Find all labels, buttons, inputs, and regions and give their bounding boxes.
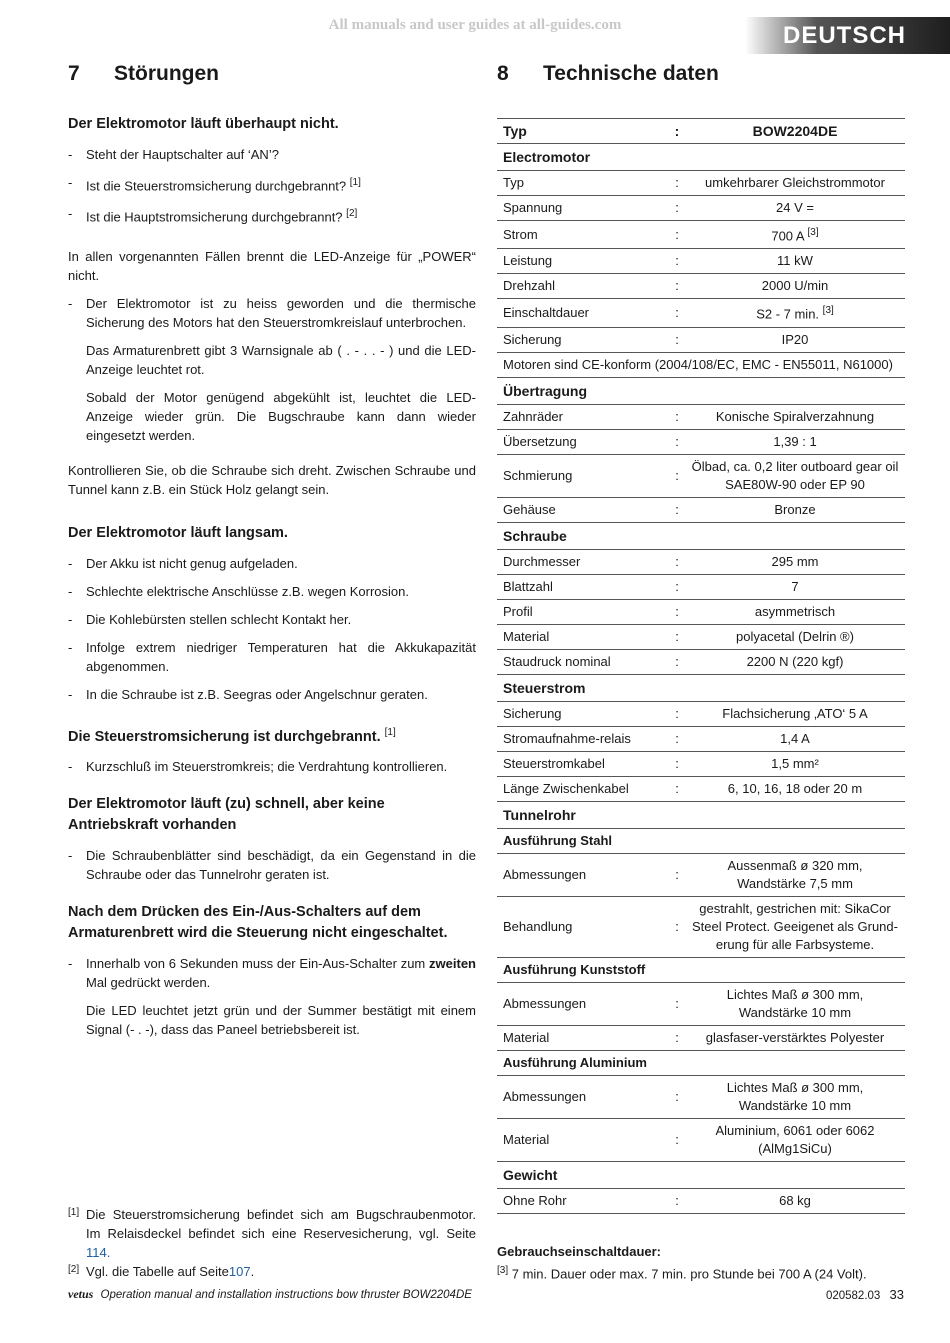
list-item: - Ist die Steuerstromsicherung durchgebrannt? [1] bbox=[68, 173, 476, 195]
footnote-ref: [1] bbox=[384, 726, 396, 738]
subsection-heading: Der Elektromotor läuft langsam. bbox=[68, 524, 288, 541]
table-group-heading: Tunnelrohr bbox=[497, 801, 905, 828]
table-row: Durchmesser : 295 mm bbox=[497, 549, 905, 574]
table-subgroup-heading: Ausführung Kunststoff bbox=[497, 957, 905, 982]
paragraph: Sobald der Motor genügend abgekühlt ist, leuchtet die LED-Anzeige wieder grün. Die Bugschraube kann dann wieder eingesetzt werden. bbox=[86, 389, 476, 443]
table-row: Ohne Rohr : 68 kg bbox=[497, 1188, 905, 1213]
list-item: - Der Elektromotor ist zu heiss geworden und die thermische Sicherung des Motors hat den Steuerstromkreislauf unterbrochen. Das Armaturenbrett gibt 3 Warnsignale ab ( . - . . - ) und die LED-Anzeige leuchtet rot. Sobald der Motor genügend abgekühlt ist, leuchtet die LED-Anzeige wieder grün. Die Bugschraube kann dann wieder eingesetzt werden. bbox=[68, 294, 476, 445]
table-row: Zahnräder : Konische Spiralverzahnung bbox=[497, 404, 905, 429]
list-item: - Infolge extrem niedriger Temperaturen hat die Akkukapazität abgenommen. bbox=[68, 638, 476, 676]
table-subgroup-heading: Ausführung Aluminium bbox=[497, 1050, 905, 1075]
usage-title: Gebrauchseinschaltdauer: bbox=[497, 1244, 661, 1259]
table-row: Abmessungen : Lichtes Maß ø 300 mm, Wandstärke 10 mm bbox=[497, 982, 905, 1025]
list-item: - Innerhalb von 6 Sekunden muss der Ein-Aus-Schalter zum zweiten Mal gedrückt werden. Die LED leuchtet jetzt grün und der Summer bestätigt mit einem Signal (- . -), dass das Paneel betriebsbereit ist. bbox=[68, 954, 476, 1039]
footnote-ref: [1] bbox=[349, 177, 361, 188]
section-number: 7 bbox=[68, 62, 80, 85]
watermark: All manuals and user guides at all-guides.com bbox=[328, 17, 622, 33]
table-row: Länge Zwischenkabel : 6, 10, 16, 18 oder 20 m bbox=[497, 776, 905, 801]
ce-note-row: Motoren sind CE-konform (2004/108/EC, EMC - EN55011, N61000) bbox=[497, 352, 905, 377]
table-row: Einschaltdauer : S2 - 7 min. [3] bbox=[497, 299, 905, 327]
table-group-heading: Übertragung bbox=[497, 377, 905, 404]
page-footer bbox=[68, 1287, 904, 1307]
footnote-1: [1] Die Steuerstromsicherung befindet sich am Bugschraubenmotor. Im Relaisdeckel befindet sich eine Reservesicherung, vgl. Seite 114. bbox=[68, 1207, 476, 1260]
motor-running-slowly bbox=[68, 523, 476, 704]
usage-text: [3] 7 min. Dauer oder max. 7 min. pro Stunde bei 700 A (24 Volt). bbox=[497, 1265, 867, 1282]
motor-running-fast bbox=[68, 794, 476, 884]
table-row: Abmessungen : Aussenmaß ø 320 mm, Wandstärke 7,5 mm bbox=[497, 853, 905, 896]
table-group-heading: Gewicht bbox=[497, 1161, 905, 1188]
list-item: - Die Kohlebürsten stellen schlecht Kontakt her. bbox=[68, 610, 476, 629]
section-title: Störungen bbox=[114, 62, 219, 85]
table-row: Blattzahl : 7 bbox=[497, 574, 905, 599]
list-item: - Kurzschluß im Steuerstromkreis; die Verdrahtung kontrollieren. bbox=[68, 757, 476, 776]
page-link[interactable]: 114. bbox=[86, 1245, 111, 1260]
table-row: Typ : BOW2204DE bbox=[497, 119, 905, 144]
table-row: Typ : umkehrbarer Gleichstrommotor bbox=[497, 171, 905, 196]
table-row: Material : glasfaser-verstärktes Polyester bbox=[497, 1025, 905, 1050]
table-group-heading: Schraube bbox=[497, 522, 905, 549]
language-tab: DEUTSCH bbox=[745, 17, 950, 54]
section-7-title bbox=[68, 62, 476, 86]
table-row: Staudruck nominal : 2200 N (220 kgf) bbox=[497, 649, 905, 674]
table-row: Behandlung : gestrahlt, gestrichen mit: SikaCor Steel Protect. Geeigenet als Grund- erung für alle Farbsysteme. bbox=[497, 896, 905, 957]
page-link[interactable]: 107 bbox=[228, 1264, 251, 1279]
footnotes bbox=[68, 1205, 476, 1281]
control-fuse-blown bbox=[68, 722, 476, 777]
table-row: Drehzahl : 2000 U/min bbox=[497, 274, 905, 299]
subsection-heading: Der Elektromotor läuft (zu) schnell, aber keine Antriebskraft vorhanden bbox=[68, 796, 385, 834]
subsection-heading: Die Steuerstromsicherung ist durchgebrannt. [1] bbox=[68, 726, 396, 745]
table-group-heading: Steuerstrom bbox=[497, 674, 905, 701]
motor-not-running bbox=[68, 114, 476, 499]
subsection-heading: Der Elektromotor läuft überhaupt nicht. bbox=[68, 116, 339, 132]
section-8-title bbox=[497, 62, 905, 86]
footnote-ref: [2] bbox=[346, 208, 358, 220]
table-row: Gehäuse : Bronze bbox=[497, 497, 905, 522]
troubleshooting-section bbox=[68, 62, 476, 1048]
table-row: Material : polyacetal (Delrin ®) bbox=[497, 624, 905, 649]
page-number: 33 bbox=[889, 1287, 904, 1302]
list-item: - Ist die Hauptstromsicherung durchgebrannt? [2] bbox=[68, 204, 476, 226]
table-row: Schmierung : Ölbad, ca. 0,2 liter outboard gear oil SAE80W-90 oder EP 90 bbox=[497, 454, 905, 497]
table-row: Abmessungen : Lichtes Maß ø 300 mm, Wandstärke 10 mm bbox=[497, 1075, 905, 1118]
control-not-switching-on bbox=[68, 902, 476, 1039]
doc-number: 020582.03 bbox=[825, 1290, 881, 1302]
table-row: Profil : asymmetrisch bbox=[497, 599, 905, 624]
vetus-logo: vetus bbox=[68, 1287, 94, 1301]
table-row: Spannung : 24 V = bbox=[497, 196, 905, 221]
paragraph: Kontrollieren Sie, ob die Schraube sich dreht. Zwischen Schraube und Tunnel kann z.B. ein Stück Holz gelangt sein. bbox=[68, 462, 476, 497]
table-row: Strom : 700 A [3] bbox=[497, 221, 905, 249]
footer-description: Operation manual and installation instructions bow thruster BOW2204DE bbox=[100, 1289, 472, 1301]
table-row: Übersetzung : 1,39 : 1 bbox=[497, 429, 905, 454]
table-group-heading: Electromotor bbox=[497, 144, 905, 171]
section-number: 8 bbox=[497, 62, 509, 85]
table-row: Steuerstromkabel : 1,5 mm² bbox=[497, 751, 905, 776]
technical-data-section bbox=[497, 62, 905, 1214]
list-item: - Schlechte elektrische Anschlüsse z.B. wegen Korrosion. bbox=[68, 582, 476, 601]
table-row: Material : Aluminium, 6061 oder 6062 (AlMg1SiCu) bbox=[497, 1118, 905, 1161]
section-title: Technische daten bbox=[543, 62, 719, 85]
subsection-heading: Nach dem Drücken des Ein-/Aus-Schalters auf dem Armaturenbrett wird die Steuerung nicht eingeschaltet. bbox=[68, 904, 448, 942]
table-subgroup-heading: Ausführung Stahl bbox=[497, 828, 905, 853]
list-item: - Der Akku ist nicht genug aufgeladen. bbox=[68, 554, 476, 573]
paragraph: Das Armaturenbrett gibt 3 Warnsignale ab ( . - . . - ) und die LED-Anzeige leuchtet rot. bbox=[86, 342, 476, 377]
list-item: - Steht der Hauptschalter auf ‘AN’? bbox=[68, 145, 476, 164]
list-item: - In die Schraube ist z.B. Seegras oder Angelschnur geraten. bbox=[68, 685, 476, 704]
paragraph: Die LED leuchtet jetzt grün und der Summer bestätigt mit einem Signal (- . -), dass das Paneel betriebsbereit ist. bbox=[86, 1003, 476, 1038]
paragraph: In allen vorgenannten Fällen brennt die LED-Anzeige für „POWER“ nicht. bbox=[68, 248, 476, 283]
footnote-2: [2] Vgl. die Tabelle auf Seite107. bbox=[68, 1264, 255, 1279]
table-row: Sicherung : Flachsicherung ‚ATO‘ 5 A bbox=[497, 701, 905, 726]
spec-table bbox=[497, 118, 905, 1214]
usage-note bbox=[497, 1242, 917, 1283]
list-item: - Die Schraubenblätter sind beschädigt, da ein Gegenstand in die Schraube oder das Tunnelrohr geraten ist. bbox=[68, 846, 476, 884]
table-row: Stromaufnahme-relais : 1,4 A bbox=[497, 726, 905, 751]
table-row: Leistung : 11 kW bbox=[497, 249, 905, 274]
table-row: Sicherung : IP20 bbox=[497, 327, 905, 352]
